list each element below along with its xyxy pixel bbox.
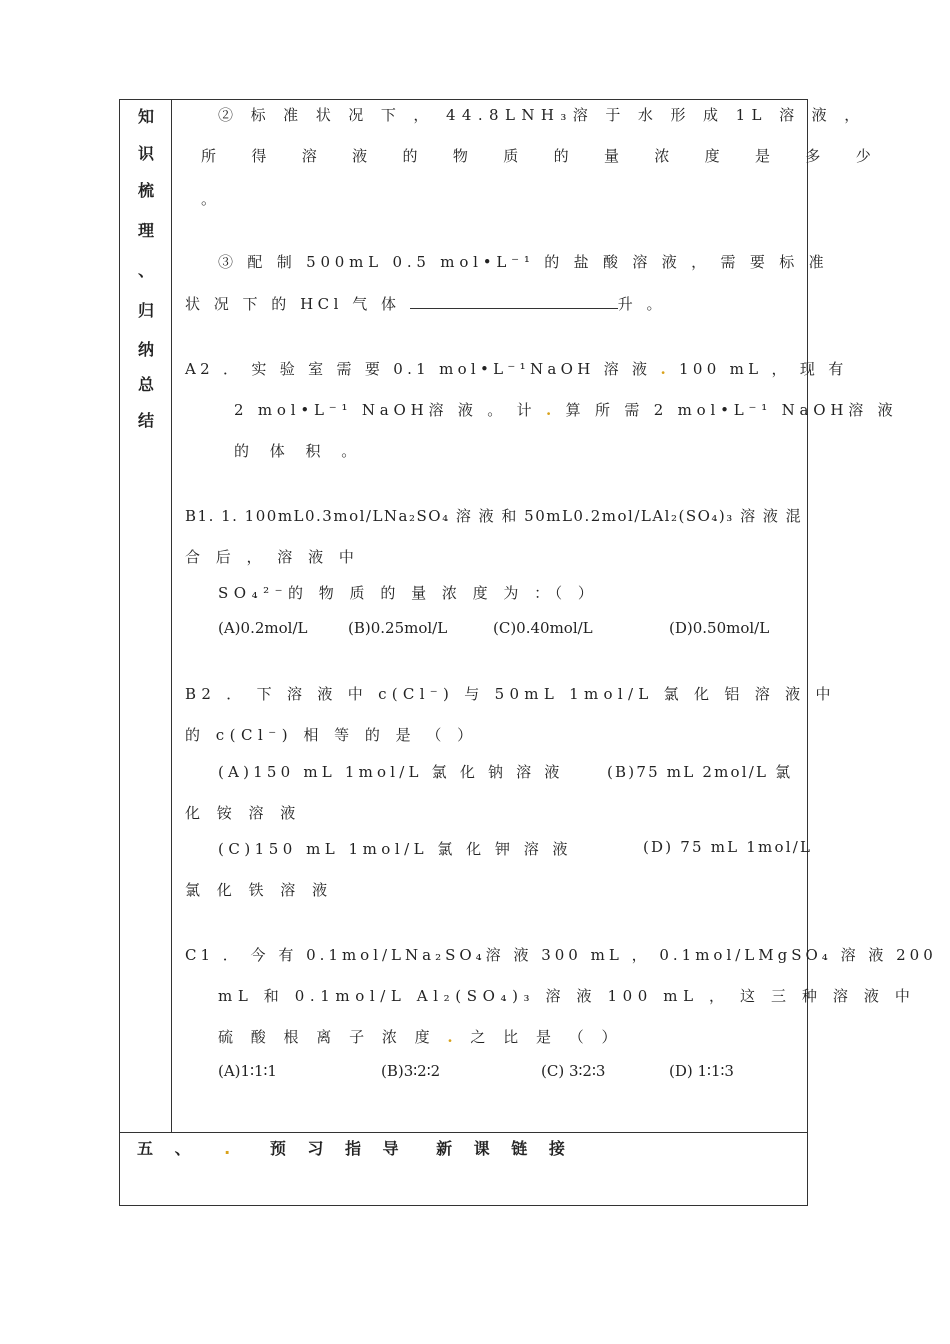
side-label-char: 纳 [137,340,154,359]
b1-line-2: 合 后 ， 溶 液 中 [185,548,360,566]
b2-line-5-option: (D) 75 mL 1mol/L [643,838,813,856]
c1-option-b: (B)3∶2∶2 [381,1062,441,1080]
c1-line-2: mL 和 0.1mol/L Al₂(SO₄)₃ 溶 液 100 mL ， 这 三 种 溶 液 中 [218,987,916,1005]
c1-option-a: (A)1∶1∶1 [218,1062,277,1080]
side-label-char: 结 [137,411,154,430]
section-5-title-2: 新 课 链 接 [436,1139,573,1158]
b2-line-3-option: (B)75 mL 2mol/L 氯 [607,763,793,781]
q2-line-1: ② 标 准 状 况 下 ， 44.8LNH₃溶 于 水 形 成 1L 溶 液 ， [218,106,866,124]
column-divider [171,99,172,1132]
side-label-char: 识 [137,144,154,163]
q3-line-2-text: 状 况 下 的 HCl 气 体 [185,295,401,313]
section-5-title-1: 预 习 指 导 [269,1139,407,1158]
c1-option-d: (D) 1∶1∶3 [669,1062,734,1080]
section-5-heading [137,1136,573,1159]
side-label-char: 、 [137,261,154,280]
a2-line-1-rest: 100 mL ， 现 有 [679,360,848,378]
b2-line-6: 氯 化 铁 溶 液 [185,881,334,899]
b1-option-b: (B)0.25mol/L [348,619,448,637]
a2-line-2-rest: 算 所 需 2 mol•L⁻¹ NaOH溶 液 [565,401,898,419]
c1-line-3 [218,1026,623,1047]
b1-option-a: (A)0.2mol/L [218,619,308,637]
b1-line-1: B1. 1. 100mL0.3mol/LNa₂SO₄ 溶 液 和 50mL0.2mol/LAl₂(SO₄)₃ 溶 液 混 [185,507,803,525]
a2-line-2-text: 2 mol•L⁻¹ NaOH溶 液 。 计 [234,401,537,419]
b2-line-3: (A)150 mL 1mol/L 氯 化 钠 溶 液 [218,763,564,781]
answer-blank[interactable] [410,294,618,309]
b1-option-d: (D)0.50mol/L [669,619,770,637]
b1-option-c: (C)0.40mol/L [493,619,593,637]
row-divider [119,1132,808,1133]
side-label-char: 梳 [137,181,154,200]
mark-dot: . [660,360,670,378]
c1-line-1: C1 ． 今 有 0.1mol/LNa₂SO₄溶 液 300 mL ， 0.1mol/LMgSO₄ 溶 液 200 [185,946,937,964]
side-label-char: 理 [137,221,154,240]
side-label-char: 知 [137,107,154,126]
a2-line-1 [185,358,848,379]
section-5-number: 五 、 [137,1139,199,1158]
side-label-char: 总 [137,375,154,394]
a2-line-3: 的 体 积 。 [234,442,365,460]
c1-line-3-text: 硫 酸 根 离 子 浓 度 [218,1028,437,1046]
mark-dot: . [546,401,557,419]
a2-line-1-text: A2 ． 实 验 室 需 要 0.1 mol•L⁻¹NaOH 溶 液 [185,360,652,378]
b2-line-4: 化 铵 溶 液 [185,804,302,822]
q3-line-2 [185,293,666,314]
a2-line-2 [234,399,897,420]
side-label-char: 归 [137,301,154,320]
mark-dot: . [447,1028,460,1046]
q2-line-2: 所 得 溶 液 的 物 质 的 量 浓 度 是 多 少 [201,147,887,165]
q3-line-1: ③ 配 制 500mL 0.5 mol•L⁻¹ 的 盐 酸 溶 液 ， 需 要 标 准 [218,253,829,271]
b2-line-5: (C)150 mL 1mol/L 氯 化 钾 溶 液 [218,840,572,858]
q3-line-2-unit: 升 。 [617,295,667,313]
c1-option-c: (C) 3∶2∶3 [541,1062,606,1080]
mark-dot: . [224,1139,239,1158]
q2-line-3: 。 [201,190,217,208]
b2-line-1: B2 ． 下 溶 液 中 c(Cl⁻) 与 50mL 1mol/L 氯 化 铝 溶 液 中 [185,685,836,703]
c1-line-3-rest: 之 比 是 （ ） [470,1028,623,1046]
b1-line-3: SO₄²⁻的 物 质 的 量 浓 度 为 ：（ ） [218,584,599,602]
b2-line-2: 的 c(Cl⁻) 相 等 的 是 （ ） [185,726,478,744]
